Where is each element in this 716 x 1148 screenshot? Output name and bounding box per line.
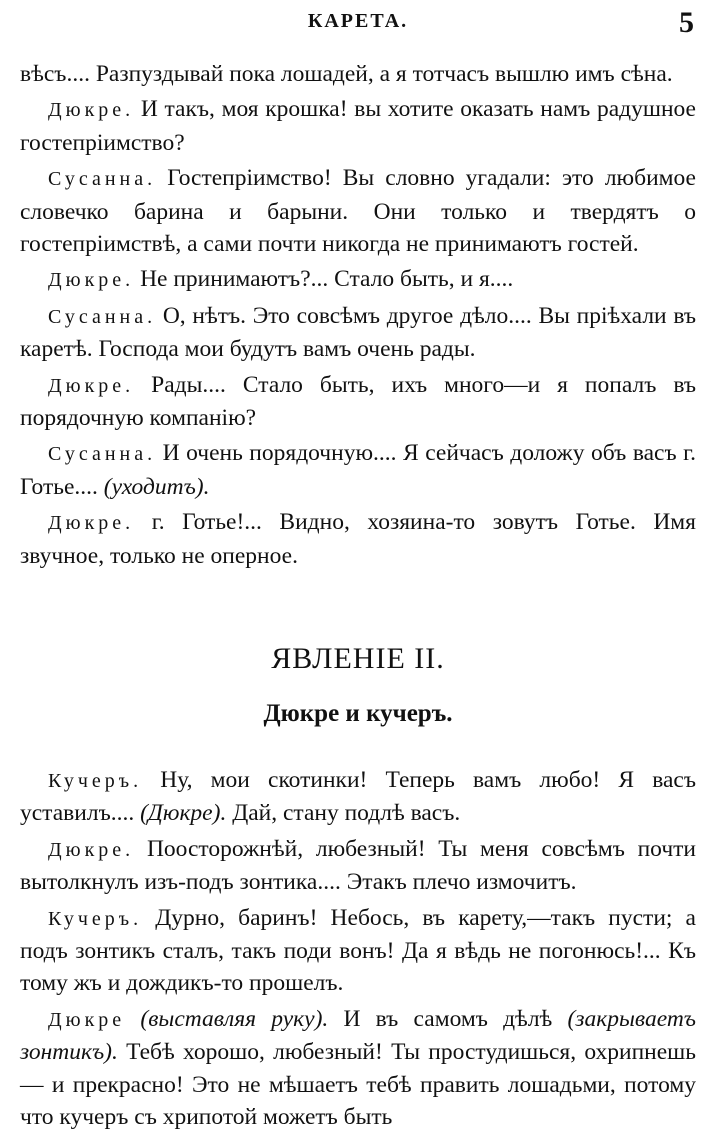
stage-direction: (уходитъ). [103,473,210,500]
dialogue-text: И очень порядочную.... Я сейчасъ доложу объ васъ г. Готье.... [20,440,696,500]
dialogue-text: Дурно, баринъ! Небось, въ карету,—такъ пусти; а подъ зонтикъ сталъ, такъ поди вонъ! Да я вѣдь не погонюсь!... Къ тому жъ и дождикъ-то прошелъ. [20,904,696,997]
paragraph [20,263,696,296]
paragraph [20,506,696,572]
paragraph [20,902,696,1000]
stage-direction: (закрываетъ зонтикъ). [20,1005,696,1066]
speaker-name: Сусанна. [48,168,157,191]
stage-direction: (выставляя руку). [125,1005,329,1032]
paragraph [20,300,696,366]
paragraph [20,833,696,899]
speaker-name: Сусанна. [48,305,157,328]
dialogue-text: Рады.... Стало быть, ихъ много—и я попалъ въ порядочную компанію? [20,371,696,432]
stage-direction: (Дюкре). [140,800,227,827]
dialogue-text: И въ самомъ дѣлѣ [328,1005,568,1032]
paragraph [20,764,696,830]
scene-text-2 [20,764,696,1136]
speaker-name: Кучеръ. [48,907,143,930]
paragraph [20,1003,696,1134]
speaker-name: Дюкре [48,1008,126,1031]
dialogue-text: О, нѣтъ. Это совсѣмъ другое дѣло.... Вы пріѣхали въ каретѣ. Господа мои будутъ вамъ очень рады. [20,302,696,363]
paragraph [20,162,696,260]
paragraph [20,93,696,159]
dialogue-text: И такъ, моя крошка! вы хотите оказать намъ радушное гостепріимство? [20,96,696,156]
paragraph [20,437,696,503]
speaker-name: Дюкре. [48,269,135,292]
speaker-name: Сусанна. [48,443,157,466]
page-number: 5 [679,6,694,39]
dialogue-text: вѣсъ.... Разпуздывай пока лошадей, а я тотчасъ вышлю имъ сѣна. [20,61,673,87]
dialogue-text: Поосторожнѣй, любезный! Ты меня совсѣмъ почти вытолкнулъ изъ-подъ зонтика.... Этакъ плечо измочитъ. [20,835,696,896]
paragraph [20,369,696,435]
dialogue-text: Гостепріимство! Вы словно угадали: это любимое словечко барина и барыни. Они только и твердятъ о гостепріимствѣ, а сами почти никогда не принимаютъ гостей. [20,165,696,258]
scene-text-1 [20,58,696,575]
page-header [18,6,698,40]
dialogue-text: Тебѣ хорошо, любезный! Ты простудишься, охрипнешь — и прекрасно! Это не мѣшаетъ тебѣ править лошадьми, потому что кучеръ съ хрипотой можетъ быть [20,1039,696,1131]
speaker-name: Дюкре. [48,374,135,397]
running-title: КАРЕТА. [307,10,409,32]
speaker-name: Дюкре. [48,99,135,122]
speaker-name: Дюкре. [48,838,135,861]
dialogue-text: г. Готье!... Видно, хозяина-то зовутъ Готье. Имя звучное, только не оперное. [20,509,696,569]
dialogue-text: Ну, мои скотинки! Теперь вамъ любо! Я васъ уставилъ.... [20,767,696,827]
paragraph [20,58,696,90]
dialogue-text: Дай, стану подлѣ васъ. [226,800,461,827]
cast-heading: Дюкре и кучеръ. [263,700,453,727]
scene-heading: ЯВЛЕНІЕ II. [271,642,445,675]
dialogue-text: Не принимаютъ?... Стало быть, и я.... [134,266,514,293]
speaker-name: Кучеръ. [48,770,143,792]
speaker-name: Дюкре. [48,512,135,535]
